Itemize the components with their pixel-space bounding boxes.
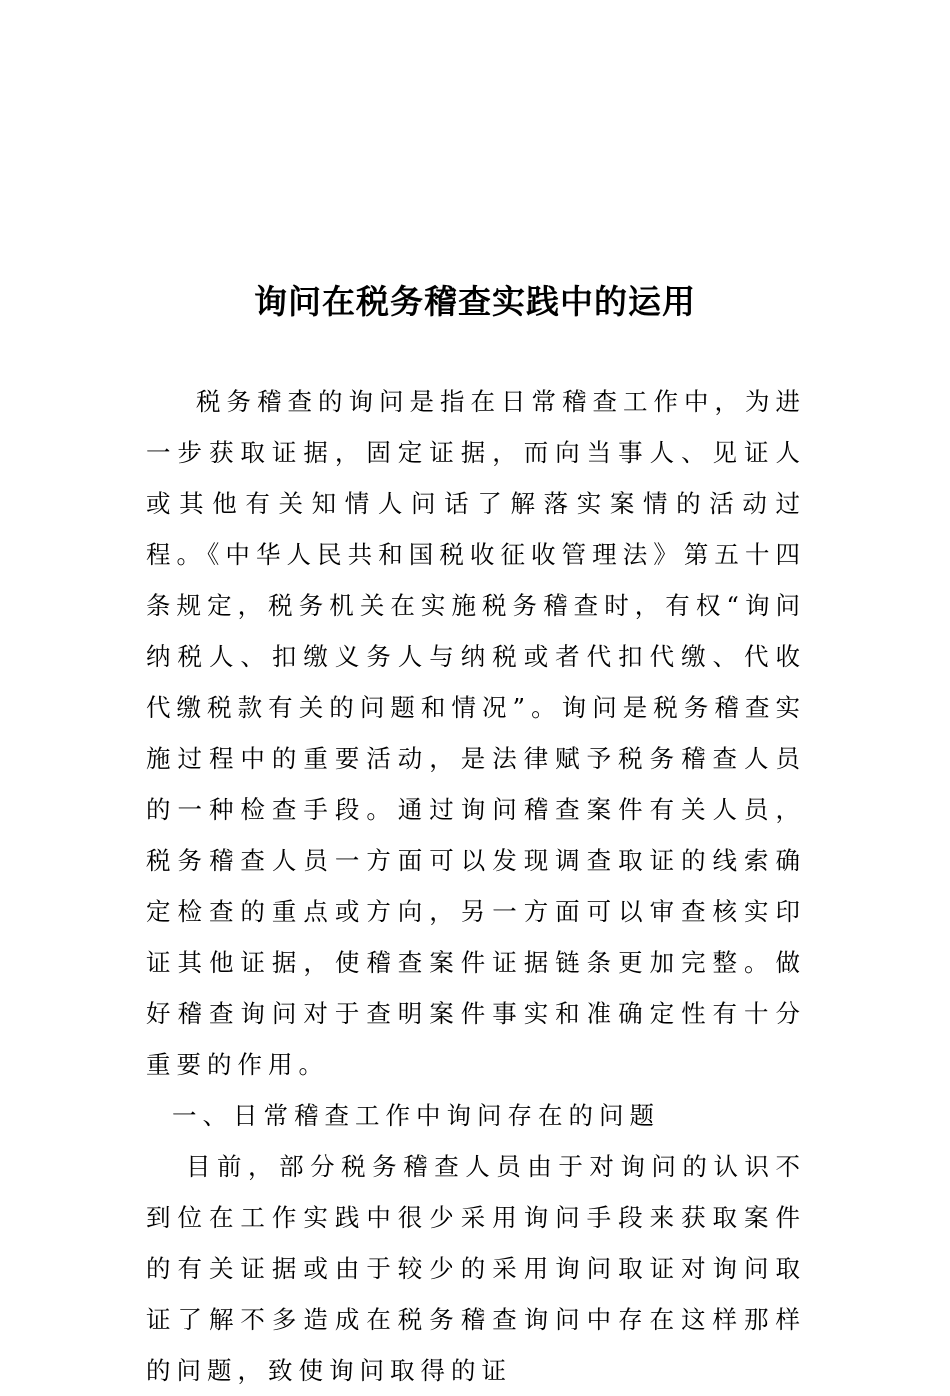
paragraph-section-1: 目前，部分税务稽查人员由于对询问的认识不到位在工作实践中很少采用询问手段来获取案件的有关证据或由于较少的采用询问取证对询问取证了解不多造成在税务稽查询问中存在这样那样的问题，致使询问取得的证 [146,1152,806,1385]
document-body [146,376,806,1396]
section-heading-1: 一、日常稽查工作中询问存在的问题 [172,1101,660,1130]
document-title: 询问在税务稽查实践中的运用 [254,282,696,321]
paragraph-intro: 税务稽查的询问是指在日常稽查工作中，为进一步获取证据，固定证据，而向当事人、见证人或其他有关知情人问话了解落实案情的活动过程。《中华人民共和国税收征收管理法》第五十四条规定，税务机关在实施税务稽查时，有权“询问纳税人、扣缴义务人与纳税或者代扣代缴、代收代缴税款有关的问题和情况”。询问是税务稽查实施过程中的重要活动，是法律赋予税务稽查人员的一种检查手段。通过询问稽查案件有关人员，税务稽查人员一方面可以发现调查取证的线索确定检查的重点或方向，另一方面可以审查核实印证其他证据，使稽查案件证据链条更加完整。做好稽查询问对于查明案件事实和准确定性有十分重要的作用。 [146,387,806,1079]
